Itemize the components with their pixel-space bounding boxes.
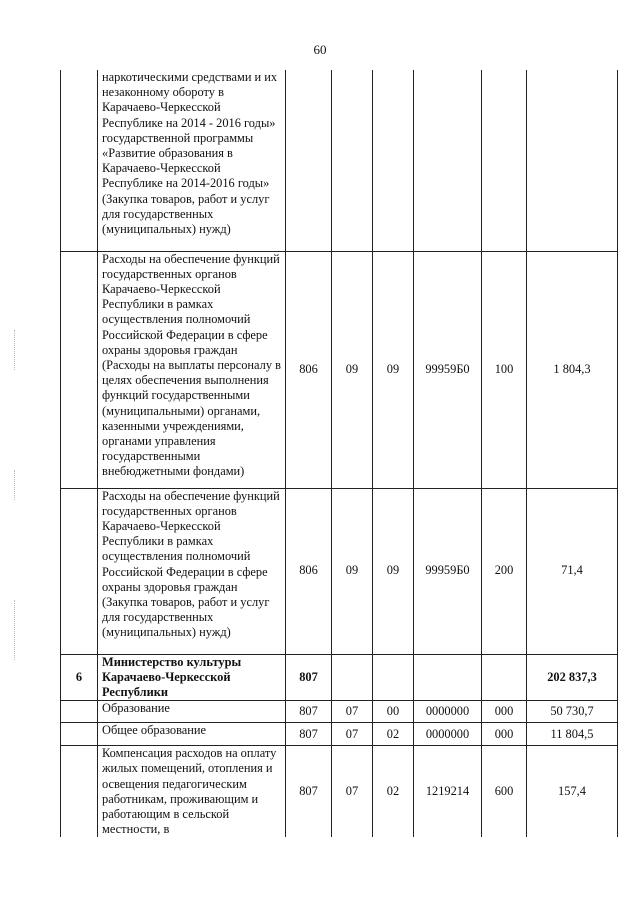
row-number-cell: [61, 723, 98, 746]
subsection-code-cell: 02: [373, 723, 414, 746]
row-number-cell: [61, 251, 98, 488]
subsection-code-cell: 09: [373, 488, 414, 654]
amount-cell: [527, 70, 618, 251]
section-code-cell: [332, 654, 373, 701]
amount-cell: 1 804,3: [527, 251, 618, 488]
amount-cell: 71,4: [527, 488, 618, 654]
scan-mark: [14, 600, 16, 660]
amount-cell: 50 730,7: [527, 701, 618, 723]
ministry-code-cell: 807: [286, 654, 332, 701]
row-description-cell: Общее образование: [98, 723, 286, 746]
row-number-cell: [61, 746, 98, 838]
row-description-cell: Образование: [98, 701, 286, 723]
table-row: [61, 488, 618, 654]
ministry-code-cell: 806: [286, 488, 332, 654]
row-description-cell: Министерство культуры Карачаево-Черкесской Республики: [98, 654, 286, 701]
amount-cell: 157,4: [527, 746, 618, 838]
expense-type-cell: 200: [482, 488, 527, 654]
target-code-cell: 99959Б0: [414, 488, 482, 654]
table-row: [61, 654, 618, 701]
row-number-cell: 6: [61, 654, 98, 701]
row-number-cell: [61, 701, 98, 723]
ministry-code-cell: 806: [286, 251, 332, 488]
scan-mark: [14, 330, 16, 370]
expense-type-cell: [482, 654, 527, 701]
amount-cell: 11 804,5: [527, 723, 618, 746]
section-code-cell: [332, 70, 373, 251]
section-code-cell: 07: [332, 723, 373, 746]
expense-type-cell: 600: [482, 746, 527, 838]
target-code-cell: 99959Б0: [414, 251, 482, 488]
row-description-cell: Расходы на обеспечение функций государственных органов Карачаево-Черкесской Республики в рамках осуществления полномочий Российской Федерации в сфере охраны здоровья граждан (Расходы на выплаты персоналу в целях обеспечения выполнения функций государственными (муниципальными) органами, казенными учреждениями, органами управления государственными внебюджетными фондами): [98, 251, 286, 488]
target-code-cell: 0000000: [414, 701, 482, 723]
table-row: [61, 723, 618, 746]
section-code-cell: 09: [332, 488, 373, 654]
table-row: [61, 746, 618, 838]
section-code-cell: 07: [332, 701, 373, 723]
row-description-cell: Расходы на обеспечение функций государственных органов Карачаево-Черкесской Республики в рамках осуществления полномочий Российской Федерации в сфере охраны здоровья граждан (Закупка товаров, работ и услуг для государственных (муниципальных) нужд): [98, 488, 286, 654]
budget-table: [60, 70, 618, 837]
table-row: [61, 251, 618, 488]
expense-type-cell: 000: [482, 723, 527, 746]
subsection-code-cell: 02: [373, 746, 414, 838]
ministry-code-cell: [286, 70, 332, 251]
ministry-code-cell: 807: [286, 723, 332, 746]
subsection-code-cell: 09: [373, 251, 414, 488]
section-code-cell: 07: [332, 746, 373, 838]
ministry-code-cell: 807: [286, 701, 332, 723]
amount-cell: 202 837,3: [527, 654, 618, 701]
row-description-cell: наркотическими средствами и их незаконному обороту в Карачаево-Черкесской Республике на 2014 - 2016 годы» государственной программы «Развитие образования в Карачаево-Черкесской Республике на 2014-2016 годы» (Закупка товаров, работ и услуг для государственных (муниципальных) нужд): [98, 70, 286, 251]
row-number-cell: [61, 488, 98, 654]
table-row: [61, 701, 618, 723]
target-code-cell: 1219214: [414, 746, 482, 838]
row-description-cell: Компенсация расходов на оплату жилых помещений, отопления и освещения педагогическим работникам, проживающим и работающим в сельской местности, в: [98, 746, 286, 838]
expense-type-cell: 100: [482, 251, 527, 488]
subsection-code-cell: [373, 654, 414, 701]
ministry-code-cell: 807: [286, 746, 332, 838]
scan-mark: [14, 470, 16, 500]
expense-type-cell: [482, 70, 527, 251]
row-number-cell: [61, 70, 98, 251]
target-code-cell: 0000000: [414, 723, 482, 746]
target-code-cell: [414, 654, 482, 701]
section-code-cell: 09: [332, 251, 373, 488]
page-number: 60: [313, 42, 327, 57]
subsection-code-cell: 00: [373, 701, 414, 723]
expense-type-cell: 000: [482, 701, 527, 723]
target-code-cell: [414, 70, 482, 251]
subsection-code-cell: [373, 70, 414, 251]
table-row: [61, 70, 618, 251]
